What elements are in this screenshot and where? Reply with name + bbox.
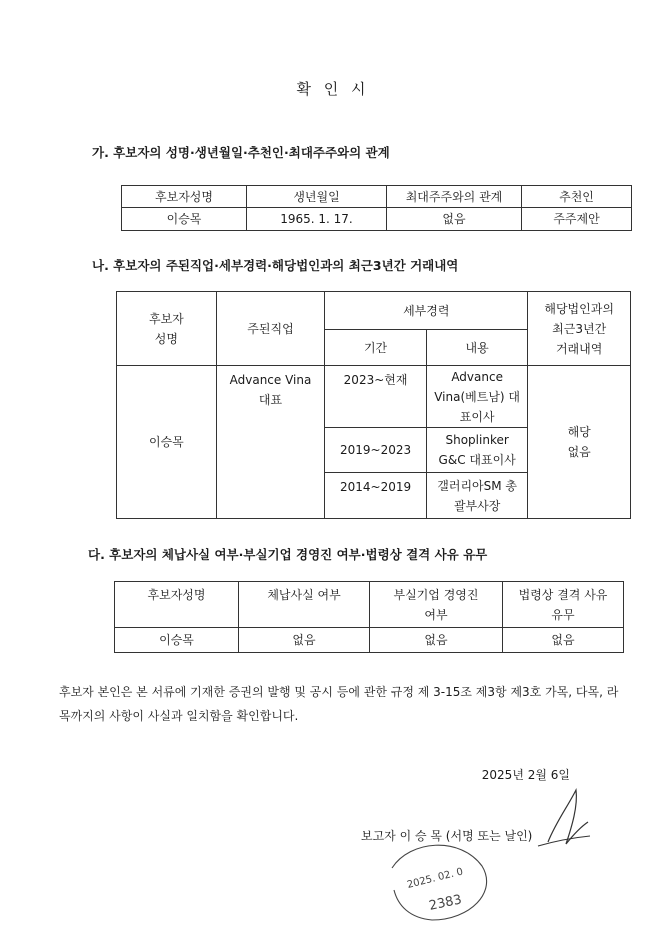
section-a-heading: 가. 후보자의 성명·생년월일·추천인·최대주주와의 관계 [92,145,390,160]
header-cell: 후보자 성명 [117,292,217,366]
header-cell: 후보자성명 [115,582,239,628]
transaction-cell: 해당 없음 [528,366,631,519]
stamp-number-text: 2383 [427,892,464,914]
main-job-cell: Advance Vina 대표 [216,366,324,519]
header-cell: 법령상 결격 사유 유무 [503,582,624,628]
career-period-cell: 2014~2019 [325,473,427,519]
document-date: 2025년 2월 6일 [481,768,570,782]
header-cell: 체납사실 여부 [239,582,370,628]
document-title: 확 인 시 [296,80,370,98]
career-content-cell: Advance Vina(베트남) 대 표이사 [426,366,527,428]
stamp-date-text: 2025. 02. 0 [406,866,465,891]
candidate-name-cell: 이승목 [122,208,247,231]
header-cell: 주된직업 [216,292,324,366]
handwritten-signature-stroke [538,836,590,846]
reporter-line: 보고자 이 승 목 (서명 또는 날인) [361,829,533,843]
career-period-cell: 2023~현재 [325,366,427,428]
career-period-cell: 2019~2023 [325,428,427,473]
header-cell: 부실기업 경영진 여부 [370,582,503,628]
section-c-heading: 다. 후보자의 체납사실 여부·부실기업 경영진 여부·법령상 결격 사유 유무 [88,547,488,562]
section-b-heading: 나. 후보자의 주된직업·세부경력·해당법인과의 최근3년간 거래내역 [92,258,459,273]
confirmation-statement: 후보자 본인은 본 서류에 기재한 증권의 발행 및 공시 등에 관한 규정 제 3-15조 제3항 제3호 가목, 다목, 라목까지의 사항이 사실과 일치함을 확인합니다. [59,685,619,723]
legal-disqualification-cell: 없음 [503,628,624,653]
header-cell: 해당법인과의 최근3년간 거래내역 [528,292,631,366]
birthdate-cell: 1965. 1. 17. [247,208,387,231]
candidate-name-cell: 이승목 [117,366,217,519]
handwritten-signature-stroke [548,790,588,844]
header-cell: 후보자성명 [122,186,247,208]
header-cell: 세부경력 [325,292,528,330]
header-cell: 최대주주와의 관계 [387,186,522,208]
insolvent-exec-cell: 없음 [370,628,503,653]
tax-default-cell: 없음 [239,628,370,653]
header-cell: 기간 [325,330,427,366]
career-content-cell: Shoplinker G&C 대표이사 [426,428,527,473]
candidate-name-cell: 이승목 [115,628,239,653]
career-content-cell: 갤러리아SM 총 괄부사장 [426,473,527,519]
header-cell: 추천인 [522,186,632,208]
relation-cell: 없음 [387,208,522,231]
header-cell: 생년월일 [247,186,387,208]
header-cell: 내용 [426,330,527,366]
recommender-cell: 주주제안 [522,208,632,231]
